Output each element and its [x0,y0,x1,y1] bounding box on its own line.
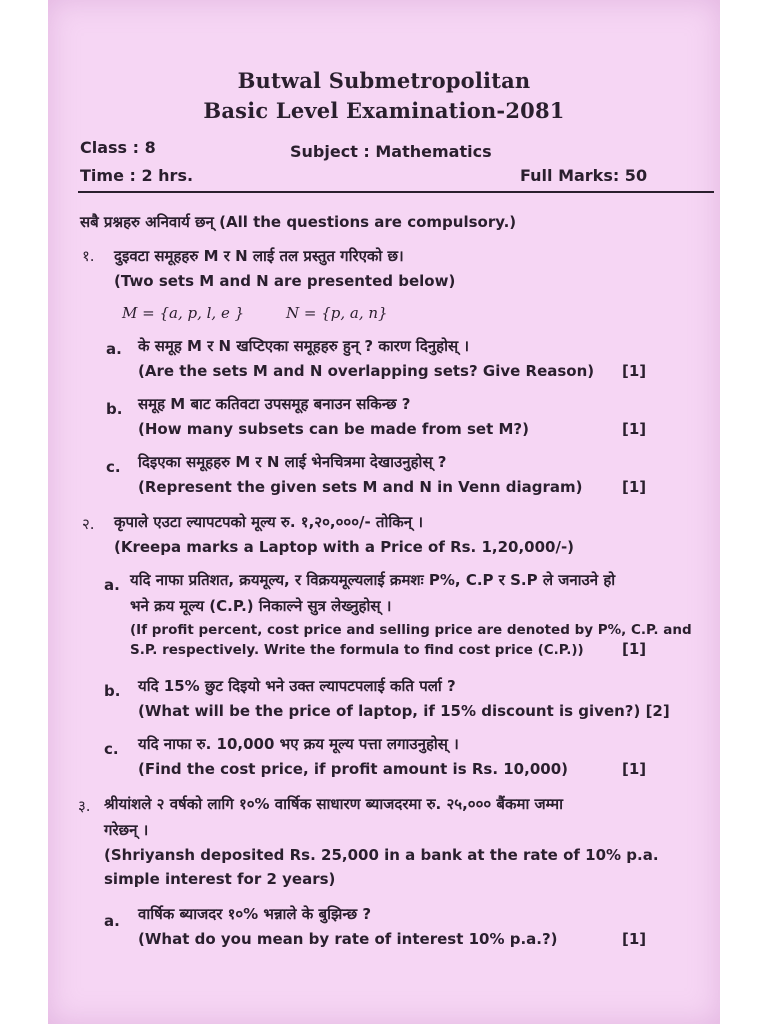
q1-number: १. [82,247,95,265]
q3-text-np2: गरेछन् । [104,821,149,839]
subject-label: Subject : Mathematics [290,142,492,161]
set-m: M = {a, p, l, e } [122,304,245,322]
q1b-text-en: (How many subsets can be made from set M?) [138,420,529,438]
q1c-marks: [1] [622,478,647,496]
q3-text-en1: (Shriyansh deposited Rs. 25,000 in a bank at the rate of 10% p.a. [104,846,659,864]
q1-text-en: (Two sets M and N are presented below) [114,272,456,290]
q2a-text-en1: (If profit percent, cost price and selling price are denoted by P%, C.P. and [130,622,692,638]
q1b-label: b. [106,400,123,418]
time-label: Time : 2 hrs. [80,166,194,185]
q2b-text-np: यदि 15% छुट दिइयो भने उक्त ल्यापटपलाई कति पर्ला ? [138,677,456,695]
q2a-marks: [1] [622,640,647,658]
q2b-text-en: (What will be the price of laptop, if 15% discount is given?) [2] [138,702,670,720]
school-title: Butwal Submetropolitan [237,68,531,93]
q2a-label: a. [104,576,120,594]
q2a-text-en2: S.P. respectively. Write the formula to find cost price (C.P.)) [130,642,584,658]
q1c-text-en: (Represent the given sets M and N in Venn diagram) [138,478,583,496]
q3-text-np1: श्रीयांशले २ वर्षको लागि १०% वार्षिक साधारण ब्याजदरमा रु. २५,००० बैंकमा जम्मा [104,795,564,813]
q1a-marks: [1] [622,362,647,380]
q1a-text-en: (Are the sets M and N overlapping sets? Give Reason) [138,362,595,380]
header-divider [78,191,714,193]
q2c-label: c. [104,740,119,758]
q2b-label: b. [104,682,121,700]
q2-text-np: कृपाले एउटा ल्यापटपको मूल्य रु. १,२०,०००/- तोकिन् । [114,513,424,531]
q3a-text-np: वार्षिक ब्याजदर १०% भन्नाले के बुझिन्छ ? [138,905,372,923]
full-marks-label: Full Marks: 50 [520,166,648,185]
instruction: सबै प्रश्नहरु अनिवार्य छन् (All the questions are compulsory.) [80,213,517,231]
q1-text-np: दुइवटा समूहहरु M र N लाई तल प्रस्तुत गरिएको छ। [114,247,404,265]
q3a-label: a. [104,912,120,930]
q2-text-en: (Kreepa marks a Laptop with a Price of Rs. 1,20,000/-) [114,538,575,556]
exam-title: Basic Level Examination-2081 [203,98,565,123]
q1c-text-np: दिइएका समूहहरु M र N लाई भेनचित्रमा देखाउनुहोस् ? [138,453,447,471]
q2a-text-np2: भने क्रय मूल्य (C.P.) निकाल्ने सुत्र लेख्नुहोस् । [130,597,392,615]
q2c-text-np: यदि नाफा रु. 10,000 भए क्रय मूल्य पत्ता लगाउनुहोस् । [138,735,459,753]
q3-number: ३. [78,797,91,815]
q1b-marks: [1] [622,420,647,438]
set-n: N = {p, a, n} [286,304,388,322]
q3a-marks: [1] [622,930,647,948]
q1c-label: c. [106,458,121,476]
q2c-marks: [1] [622,760,647,778]
q3-text-en2: simple interest for 2 years) [104,870,336,888]
q2c-text-en: (Find the cost price, if profit amount is Rs. 10,000) [138,760,568,778]
q3a-text-en: (What do you mean by rate of interest 10% p.a.?) [138,930,558,948]
q2a-text-np1: यदि नाफा प्रतिशत, क्रयमूल्य, र विक्रयमूल्यलाई क्रमशः P%, C.P र S.P ले जनाउने हो [130,571,616,589]
q1a-text-np: के समूह M र N खप्टिएका समूहहरु हुन् ? कारण दिनुहोस् । [138,337,470,355]
exam-paper [48,0,720,1024]
class-label: Class : 8 [80,138,156,157]
q1a-label: a. [106,340,122,358]
q1b-text-np: समूह M बाट कतिवटा उपसमूह बनाउन सकिन्छ ? [138,395,411,413]
q2-number: २. [82,515,95,533]
